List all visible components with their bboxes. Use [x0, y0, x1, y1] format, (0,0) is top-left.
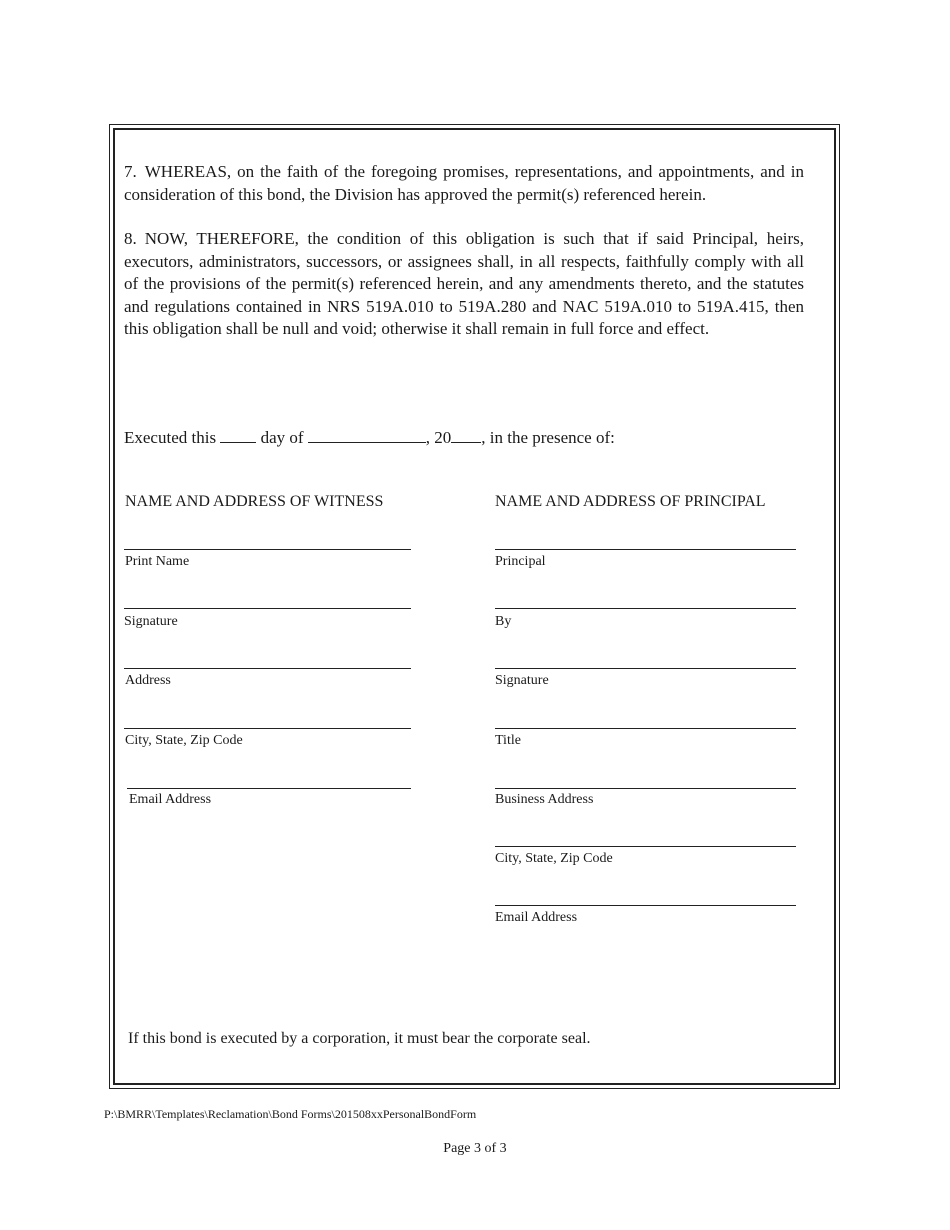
- paragraph-7-text: WHEREAS, on the faith of the foregoing promises, representations, and appointments, and in consideration of this bond, the Division has approved the permit(s) referenced herein.: [124, 162, 804, 204]
- witness-address-label: Address: [125, 673, 171, 688]
- year-blank[interactable]: [451, 428, 481, 443]
- witness-city-label: City, State, Zip Code: [125, 733, 243, 748]
- witness-signature-label: Signature: [124, 614, 178, 629]
- principal-title-line[interactable]: [495, 728, 796, 729]
- paragraph-8-number: 8.: [124, 229, 137, 248]
- witness-email-label: Email Address: [129, 792, 212, 807]
- witness-print-name-line[interactable]: [124, 549, 411, 550]
- page-number: Page 3 of 3: [443, 1141, 507, 1156]
- paragraph-7: [124, 161, 804, 206]
- corporate-seal-note: If this bond is executed by a corporation, it must bear the corporate seal.: [128, 1030, 591, 1047]
- principal-signature-label: Signature: [495, 673, 549, 688]
- witness-print-name-label: Print Name: [125, 554, 190, 569]
- executed-line: [124, 428, 615, 448]
- executed-text-4: , in the presence of:: [481, 428, 615, 447]
- executed-text-2: day of: [260, 428, 304, 447]
- witness-city-line[interactable]: [124, 728, 411, 729]
- principal-heading: NAME AND ADDRESS OF PRINCIPAL: [495, 493, 766, 510]
- principal-city-label: City, State, Zip Code: [495, 851, 613, 866]
- day-blank[interactable]: [220, 428, 256, 443]
- principal-title-label: Title: [495, 733, 521, 748]
- principal-name-label: Principal: [495, 554, 546, 569]
- paragraph-7-number: 7.: [124, 162, 137, 181]
- principal-city-line[interactable]: [495, 846, 796, 847]
- witness-address-line[interactable]: [124, 668, 411, 669]
- principal-email-label: Email Address: [495, 910, 578, 925]
- footer-file-path: P:\BMRR\Templates\Reclamation\Bond Forms\201508xxPersonalBondForm: [104, 1107, 477, 1121]
- month-blank[interactable]: [308, 428, 426, 443]
- principal-by-label: By: [495, 614, 512, 629]
- principal-by-line[interactable]: [495, 608, 796, 609]
- executed-text-3: , 20: [425, 428, 452, 447]
- principal-name-line[interactable]: [495, 549, 796, 550]
- principal-business-address-line[interactable]: [495, 788, 796, 789]
- paragraph-8: [124, 228, 804, 341]
- witness-signature-line[interactable]: [124, 608, 411, 609]
- witness-heading: NAME AND ADDRESS OF WITNESS: [125, 493, 384, 510]
- principal-email-line[interactable]: [495, 905, 796, 906]
- principal-business-address-label: Business Address: [495, 792, 594, 807]
- paragraph-8-text: NOW, THEREFORE, the condition of this obligation is such that if said Principal, heirs, executors, administrators, successors, or assignees shall, in all respects, faithfully comply with all of the provisions of the permit(s) referenced herein, and any amendments thereto, and the statutes and regulations contained in NRS 519A.010 to 519A.280 and NAC 519A.010 to 519A.415, then this obligation shall be null and void; otherwise it shall remain in full force and effect.: [124, 229, 804, 339]
- witness-email-line[interactable]: [127, 788, 411, 789]
- executed-text-1: Executed this: [124, 428, 217, 447]
- principal-signature-line[interactable]: [495, 668, 796, 669]
